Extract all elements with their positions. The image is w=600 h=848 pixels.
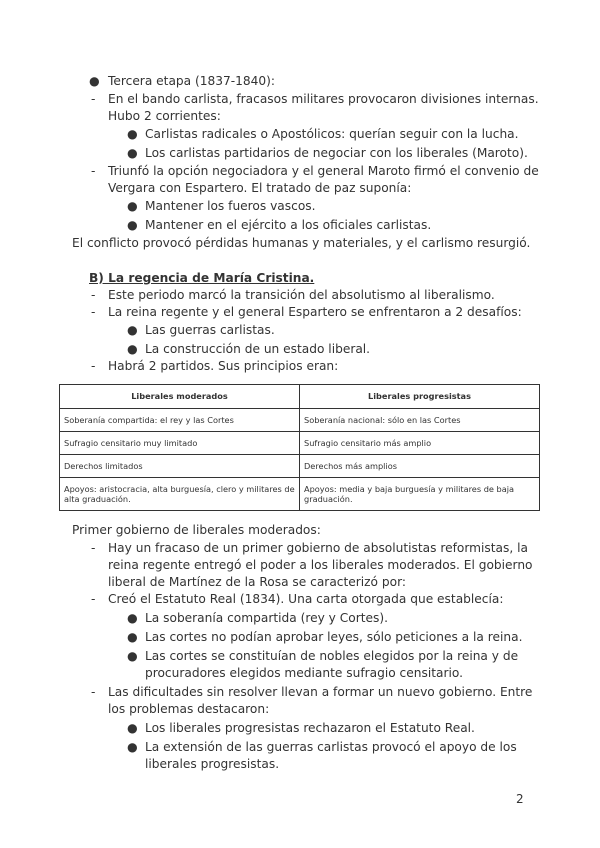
section-heading-first-government: Primer gobierno de liberales moderados: <box>72 523 321 537</box>
table-cell: Sufragio censitario más amplio <box>300 432 540 455</box>
table-cell: Soberanía compartida: el rey y las Cortes <box>60 409 300 432</box>
conclusion-text: El conflicto provocó pérdidas humanas y materiales, y el carlismo resurgió. <box>72 236 531 250</box>
section-title-regency: B) La regencia de María Cristina. <box>89 271 315 285</box>
table-row <box>60 478 540 511</box>
text-line: Habrá 2 partidos. Sus principios eran: <box>108 359 339 373</box>
bullet-icon: ● <box>127 649 138 663</box>
bullet-icon: ● <box>127 611 138 625</box>
list-item: Las cortes no podían aprobar leyes, sólo peticiones a la reina. <box>145 630 523 644</box>
list-item-continuation: procuradores elegidos mediante sufragio censitario. <box>145 666 463 680</box>
text-line: Hay un fracaso de un primer gobierno de absolutistas reformistas, la <box>108 541 528 555</box>
text-line: Hubo 2 corrientes: <box>108 109 221 123</box>
table-cell: Sufragio censitario muy limitado <box>60 432 300 455</box>
bullet-icon: ● <box>89 74 100 88</box>
list-item: Mantener en el ejército a los oficiales carlistas. <box>145 218 432 232</box>
list-item: Los liberales progresistas rechazaron el Estatuto Real. <box>145 721 475 735</box>
bullet-icon: ● <box>127 127 138 141</box>
text-line: los problemas destacaron: <box>108 702 270 716</box>
section-heading-third-stage: Tercera etapa (1837-1840): <box>108 74 276 88</box>
bullet-icon: ● <box>127 740 138 754</box>
table-row <box>60 455 540 478</box>
list-item: Carlistas radicales o Apostólicos: querían seguir con la lucha. <box>145 127 519 141</box>
table-cell: Soberanía nacional: sólo en las Cortes <box>300 409 540 432</box>
table-header-cell: Liberales moderados <box>60 385 300 409</box>
text-line: Las dificultades sin resolver llevan a formar un nuevo gobierno. Entre <box>108 685 533 699</box>
table-cell: Derechos más amplios <box>300 455 540 478</box>
bullet-icon: ● <box>127 146 138 160</box>
list-item-continuation: liberales progresistas. <box>145 757 280 771</box>
table-cell: Derechos limitados <box>60 455 300 478</box>
dash-marker: - <box>91 541 96 555</box>
table-cell: Apoyos: media y baja burguesía y militares de baja graduación. <box>300 478 540 511</box>
text-line: liberal de Martínez de la Rosa se caracterizó por: <box>108 575 406 589</box>
table-row <box>60 432 540 455</box>
list-item: Los carlistas partidarios de negociar con los liberales (Maroto). <box>145 146 528 160</box>
text-line: reina regente entregó el poder a los liberales moderados. El gobierno <box>108 558 533 572</box>
text-line: La reina regente y el general Espartero se enfrentaron a 2 desafíos: <box>108 305 522 319</box>
text-line: En el bando carlista, fracasos militares provocaron divisiones internas. <box>108 92 539 106</box>
dash-marker: - <box>91 685 96 699</box>
page-number: 2 <box>516 792 524 806</box>
bullet-icon: ● <box>127 721 138 735</box>
table-header-cell: Liberales progresistas <box>300 385 540 409</box>
bullet-icon: ● <box>127 199 138 213</box>
list-item: La extensión de las guerras carlistas provocó el apoyo de los <box>145 740 517 754</box>
dash-marker: - <box>91 164 96 178</box>
dash-marker: - <box>91 288 96 302</box>
dash-marker: - <box>91 592 96 606</box>
text-line: Este periodo marcó la transición del absolutismo al liberalismo. <box>108 288 495 302</box>
list-item: Las guerras carlistas. <box>145 323 275 337</box>
bullet-icon: ● <box>127 218 138 232</box>
bullet-icon: ● <box>127 630 138 644</box>
table-header-row <box>60 385 540 409</box>
text-line: Creó el Estatuto Real (1834). Una carta otorgada que establecía: <box>108 592 504 606</box>
list-item: La soberanía compartida (rey y Cortes). <box>145 611 388 625</box>
dash-marker: - <box>91 92 96 106</box>
bullet-icon: ● <box>127 323 138 337</box>
bullet-icon: ● <box>127 342 138 356</box>
list-item: La construcción de un estado liberal. <box>145 342 371 356</box>
table-row <box>60 409 540 432</box>
parties-table <box>59 384 540 511</box>
dash-marker: - <box>91 305 96 319</box>
list-item: Las cortes se constituían de nobles elegidos por la reina y de <box>145 649 519 663</box>
dash-marker: - <box>91 359 96 373</box>
text-line: Vergara con Espartero. El tratado de paz suponía: <box>108 181 412 195</box>
text-line: Triunfó la opción negociadora y el general Maroto firmó el convenio de <box>108 164 539 178</box>
table-cell: Apoyos: aristocracia, alta burguesía, clero y militares de alta graduación. <box>60 478 300 511</box>
list-item: Mantener los fueros vascos. <box>145 199 316 213</box>
